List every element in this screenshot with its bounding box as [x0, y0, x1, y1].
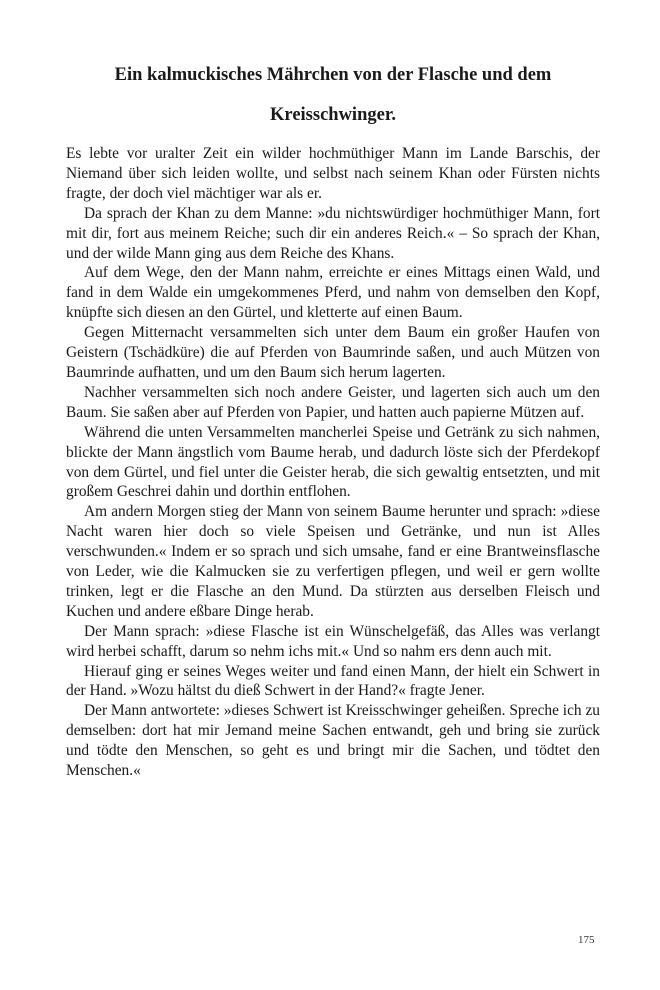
- paragraph: Während die unten Versammelten mancherlei Speise und Getränk zu sich nahmen, blickte der Mann ängstlich vom Baume herab, und dadurch löste sich der Pferdekopf von dem Gürtel, und fiel unter die Geister herab, die sich gewaltig entsetzten, und mit großem Geschrei dahin und dorthin entflohen.: [66, 423, 600, 501]
- page-title: [66, 56, 600, 134]
- paragraph: Auf dem Wege, den der Mann nahm, erreichte er eines Mittags einen Wald, und fand in dem Walde ein umgekommenes Pferd, und nahm von demselben den Kopf, knüpfte sich diesen an den Gürtel, und kletterte auf einen Baum.: [66, 264, 600, 322]
- story-body: [66, 144, 600, 781]
- page-content: [66, 56, 600, 781]
- paragraph: Da sprach der Khan zu dem Manne: »du nichtswürdiger hochmüthiger Mann, fort mit dir, fort aus meinem Reiche; such dir ein anderes Reich.« – So sprach der Khan, und der wilde Mann ging aus dem Reiche des Khans.: [66, 204, 600, 262]
- paragraph: Gegen Mitternacht versammelten sich unter dem Baum ein großer Haufen von Geistern (Tschädküre) die auf Pferden von Baumrinde saßen, und auch Mützen von Baumrinde aufhatten, und um den Baum sich herum lagerten.: [66, 324, 600, 381]
- paragraph: Nachher versammelten sich noch andere Geister, und lagerten sich auch um den Baum. Sie saßen aber auf Pferden von Papier, und hatten auch papierne Mützen auf.: [66, 383, 600, 421]
- paragraph: Am andern Morgen stieg der Mann von seinem Baume herunter und sprach: »diese Nacht waren hier doch so viele Speisen und Getränke, und nun ist Alles verschwunden.« Indem er so sprach und sich umsahe, fand er eine Brantweinsflasche von Leder, wie die Kalmucken sie zu verfertigen pflegen, und weil er gern wollte trinken, legt er die Flasche an den Mund. Da stürzten aus derselben Fleisch und Kuchen und andere eßbare Dinge herab.: [66, 503, 600, 620]
- paragraph: Es lebte vor uralter Zeit ein wilder hochmüthiger Mann im Lande Barschis, der Niemand über sich leiden wollte, und selbst nach seinem Khan oder Fürsten nichts fragte, der doch viel mächtiger war als er.: [66, 145, 600, 202]
- paragraph: Der Mann sprach: »diese Flasche ist ein Wünschelgefäß, das Alles was verlangt wird herbei schafft, darum so nehm ichs mit.« Und so nahm ers denn auch mit.: [66, 622, 600, 660]
- title-line-2: Kreisschwinger.: [270, 105, 396, 125]
- paragraph: Hierauf ging er seines Weges weiter und fand einen Mann, der hielt ein Schwert in der Hand. »Wozu hältst du dieß Schwert in der Hand?« fragte Jener.: [66, 662, 600, 700]
- title-line-1: Ein kalmuckisches Mährchen von der Flasche und dem: [114, 65, 552, 85]
- paragraph: Der Mann antwortete: »dieses Schwert ist Kreisschwinger geheißen. Spreche ich zu demselben: dort hat mir Jemand meine Sachen entwandt, geh und bring sie zurück und tödte den Menschen, so geht es und bringt mir die Sachen, und tödtet den Menschen.«: [66, 702, 600, 780]
- page-number: 175: [578, 934, 595, 946]
